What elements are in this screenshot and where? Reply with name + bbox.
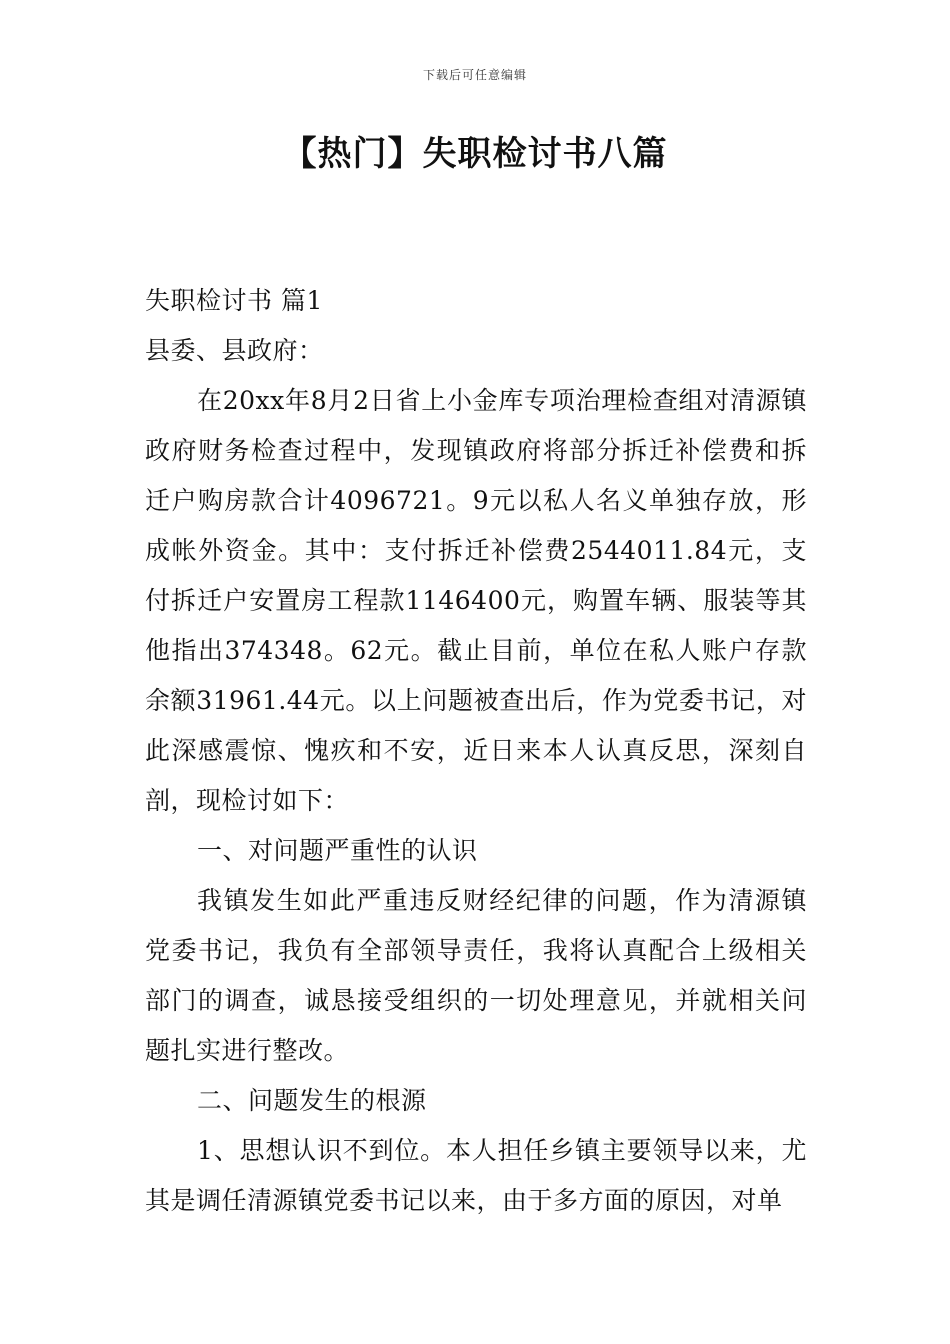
section-heading: 失职检讨书 篇1 — [145, 286, 323, 315]
document-body — [145, 276, 807, 1226]
salutation: 县委、县政府： — [145, 336, 324, 365]
subheading-1: 一、对问题严重性的认识 — [197, 836, 478, 865]
header-note: 下载后可任意编辑 — [422, 68, 527, 82]
document-title: 【热门】失职检讨书八篇 — [282, 134, 668, 174]
subheading-2: 二、问题发生的根源 — [197, 1086, 427, 1115]
paragraph-responsibility: 我镇发生如此严重违反财经纪律的问题，作为清源镇党委书记，我负有全部领导责任，我将认真配合上级相关部门的调查，诚恳接受组织的一切处理意见，并就相关问题扎实进行整改。 — [145, 886, 807, 1065]
paragraph-root-cause-1: 1、思想认识不到位。本人担任乡镇主要领导以来，尤其是调任清源镇党委书记以来，由于多方面的原因，对单 — [145, 1136, 807, 1215]
paragraph-intro: 在20xx年8月2日省上小金库专项治理检查组对清源镇政府财务检查过程中，发现镇政府将部分拆迁补偿费和拆迁户购房款合计4096721。9元以私人名义单独存放，形成帐外资金。其中：支付拆迁补偿费2544011.84元，支付拆迁户安置房工程款1146400元，购置车辆、服装等其他指出374348。62元。截止目前，单位在私人账户存款余额31961.44元。以上问题被查出后，作为党委书记，对此深感震惊、愧疚和不安，近日来本人认真反思，深刻自剖，现检讨如下： — [145, 386, 807, 815]
